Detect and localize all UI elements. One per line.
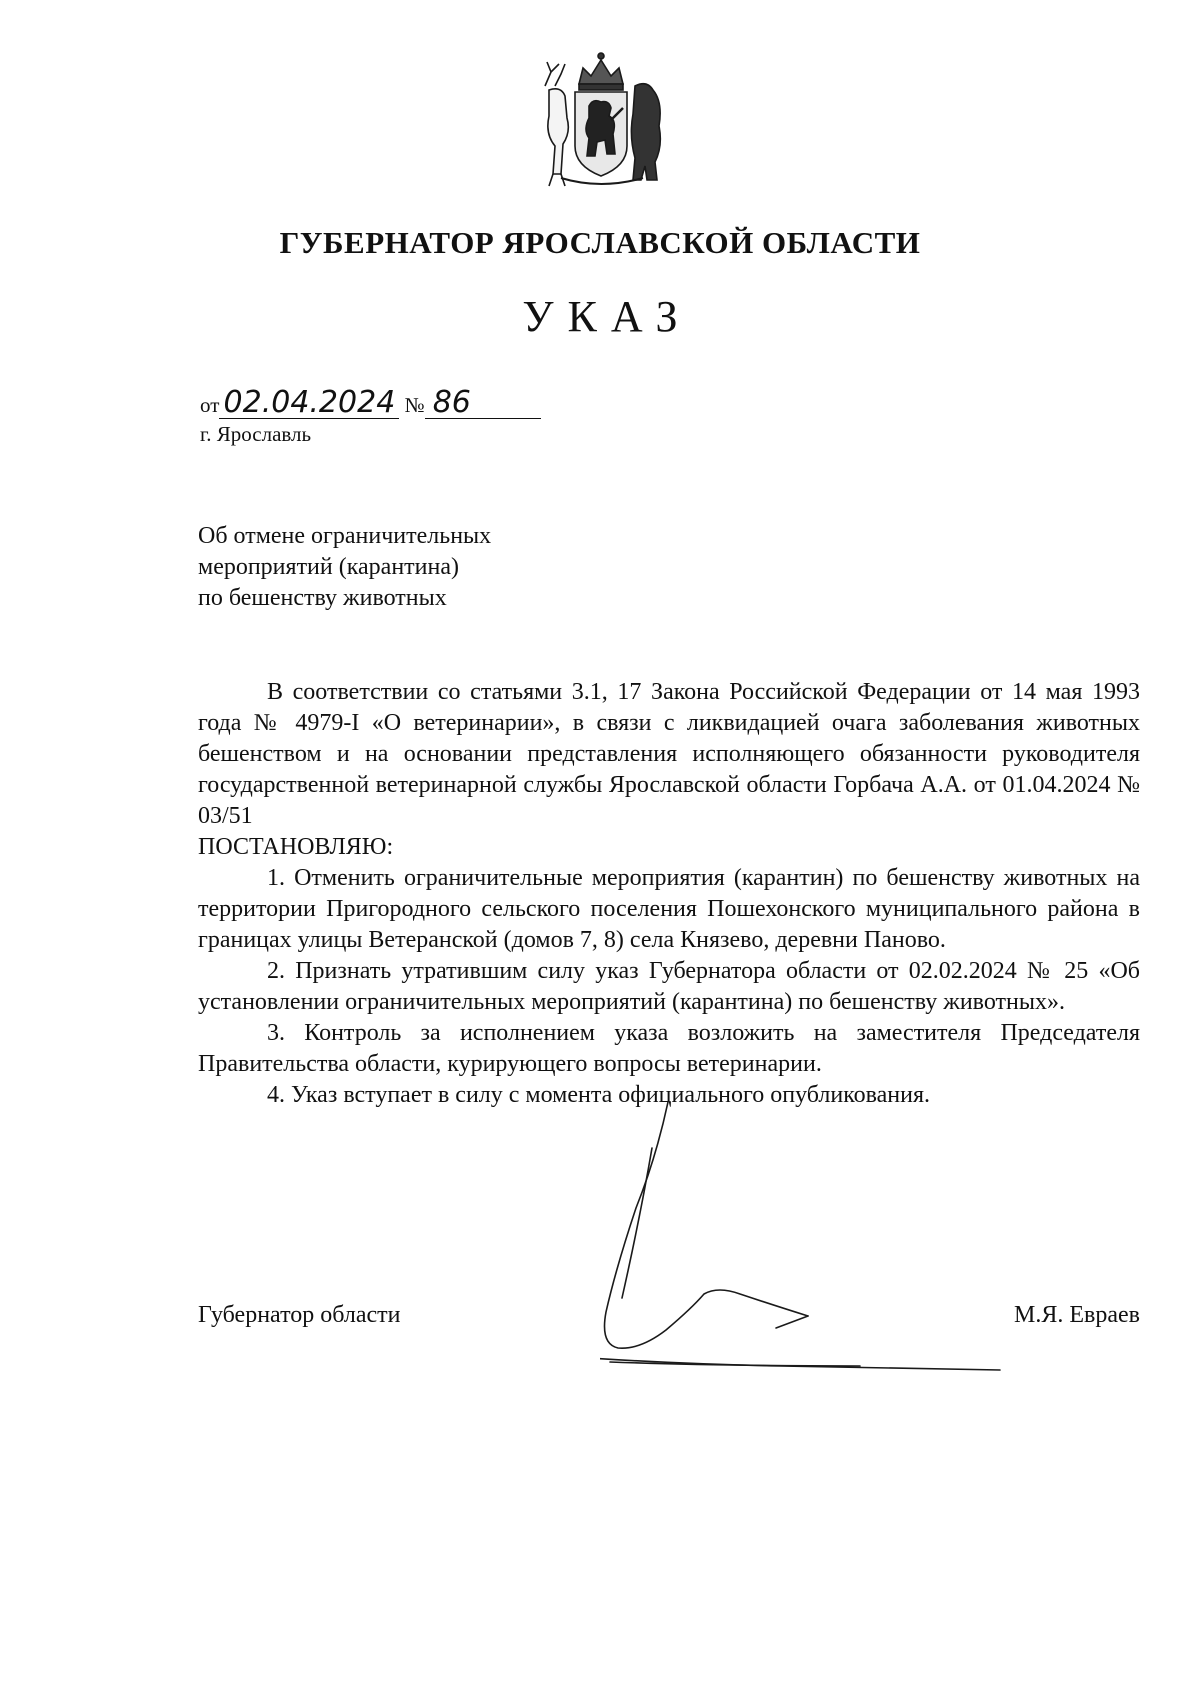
subject-line: Об отмене ограничительных [198,523,492,549]
signatory-name: М.Я. Евраев [1014,1302,1140,1328]
subject-line: по бешенству животных [198,585,447,611]
decree-item: 1. Отменить ограничительные мероприятия (карантин) по бешенству животных на территории Пригородного сельского поселения Пошехонского муниципального района в границах улицы Ветеранской (домов 7, 8) села Князево, деревни Паново. [198,865,1140,953]
subject-line: мероприятий (карантина) [198,554,459,580]
decree-keyword: ПОСТАНОВЛЯЮ: [198,834,394,860]
issue-city: г. Ярославль [200,422,312,446]
document-subject [198,521,491,614]
date-prefix: от [200,393,220,417]
decree-item: 4. Указ вступает в силу с момента официального опубликования. [267,1082,931,1108]
number-prefix: № [404,393,425,417]
document-date: 02.04.2024 [219,388,399,419]
decree-item: 3. Контроль за исполнением указа возложить на заместителя Председателя Правительства области, курирующего вопросы ветеринарии. [198,1020,1140,1077]
handwritten-signature [600,1098,1020,1378]
date-number-line [200,385,541,420]
document-body [198,677,1140,1111]
coat-of-arms-icon [531,46,671,191]
decree-item: 2. Признать утратившим силу указ Губернатора области от 02.02.2024 № 25 «Об установлении ограничительных мероприятий (карантина) по бешенству животных». [198,958,1140,1015]
signatory-position: Губернатор области [198,1302,401,1328]
issuing-authority: ГУБЕРНАТОР ЯРОСЛАВСКОЙ ОБЛАСТИ [279,225,921,260]
document-number: 86 [425,388,541,419]
preamble-paragraph: В соответствии со статьями 3.1, 17 Закона Российской Федерации от 14 мая 1993 года № 4979-I «О ветеринарии», в связи с ликвидацией очага заболевания животных бешенством и на основании представления исполняющего обязанности руководителя государственной ветеринарной службы Ярославской области Горбача А.А. от 01.04.2024 № 03/51 [198,679,1140,829]
document-type-title: УКАЗ [522,292,692,341]
